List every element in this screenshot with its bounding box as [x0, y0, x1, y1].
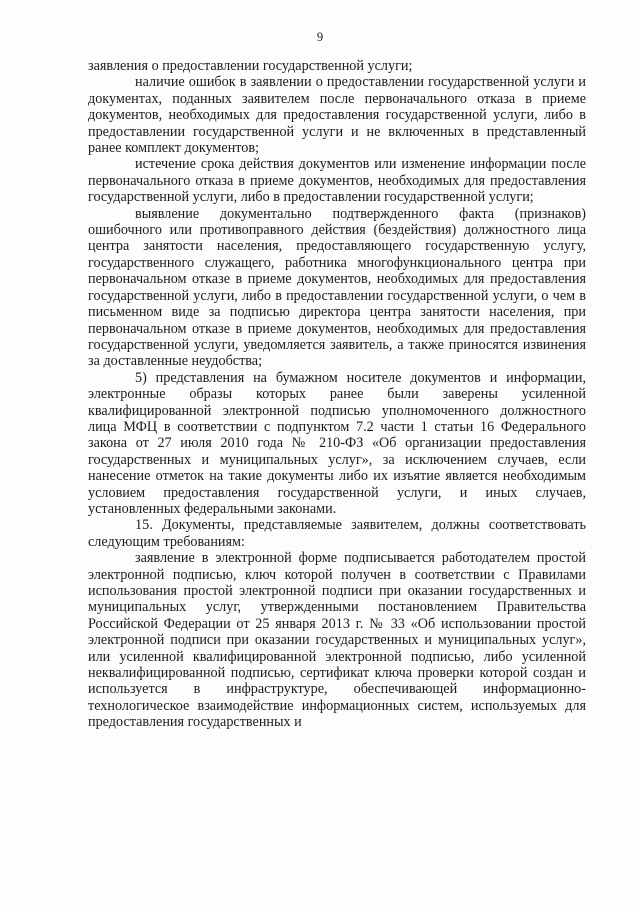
paragraph-electronic-signature: заявление в электронной форме подписывается работодателем простой электронной подписью, ключ которой получен в соответствии с Правилами использования простой электронной подписи при оказании государственных и муниципальных услуг, утвержденными постановлением Правительства Российской Федерации от 25 января 2013 г. № 33 «Об использовании простой электронной подписи при оказании государственных и муниципальных услуг», или усиленной квалифицированной электронной подписью, либо усиленной неквалифицированной подписью, сертификат ключа проверки которой создан и используется в инфраструктуре, обеспечивающей информационно-технологическое взаимодействие информационных систем, используемых для предоставления государственных и — [88, 550, 586, 731]
paragraph-document-expiry: истечение срока действия документов или изменение информации после первоначального отказа в приеме документов, необходимых для предоставления государственной услуги, либо в предоставлении государственной услуги; — [88, 156, 586, 206]
paragraph-item-15: 15. Документы, представляемые заявителем, должны соответствовать следующим требованиям: — [88, 517, 586, 550]
body-text — [88, 58, 586, 731]
page-number: 9 — [316, 30, 324, 44]
paragraph-item-5: 5) представления на бумажном носителе документов и информации, электронные образы которых ранее были заверены усиленной квалифицированной электронной подписью уполномоченного должностного лица МФЦ в соответствии с подпунктом 7.2 части 1 статьи 16 Федерального закона от 27 июля 2010 года № 210-ФЗ «Об организации предоставления государственных и муниципальных услуг», за исключением случаев, если нанесение отметок на такие документы либо их изъятие является необходимым условием предоставления государственной услуги, и иных случаев, установленных федеральными законами. — [88, 369, 586, 517]
paragraph-continuation: заявления о предоставлении государственной услуги; — [88, 58, 413, 74]
paragraph-official-misconduct: выявление документально подтвержденного факта (признаков) ошибочного или противоправного действия (бездействия) должностного лица центра занятости населения, предоставляющего государственную услугу, государственного служащего, работника многофункционального центра при первоначальном отказе в приеме документов, необходимых для предоставления государственной услуги, либо в предоставлении государственной услуги, о чем в письменном виде за подписью директора центра занятости населения, при первоначальном отказе в приеме документов, необходимых для предоставления государственной услуги, уведомляется заявитель, а также приносятся извинения за доставленные неудобства; — [88, 205, 586, 370]
paragraph-errors-in-application: наличие ошибок в заявлении о предоставлении государственной услуги и документах, поданных заявителем после первоначального отказа в приеме документов, необходимых для предоставления государственной услуги, либо в предоставлении государственной услуги и не включенных в представленный ранее комплект документов; — [88, 74, 586, 157]
